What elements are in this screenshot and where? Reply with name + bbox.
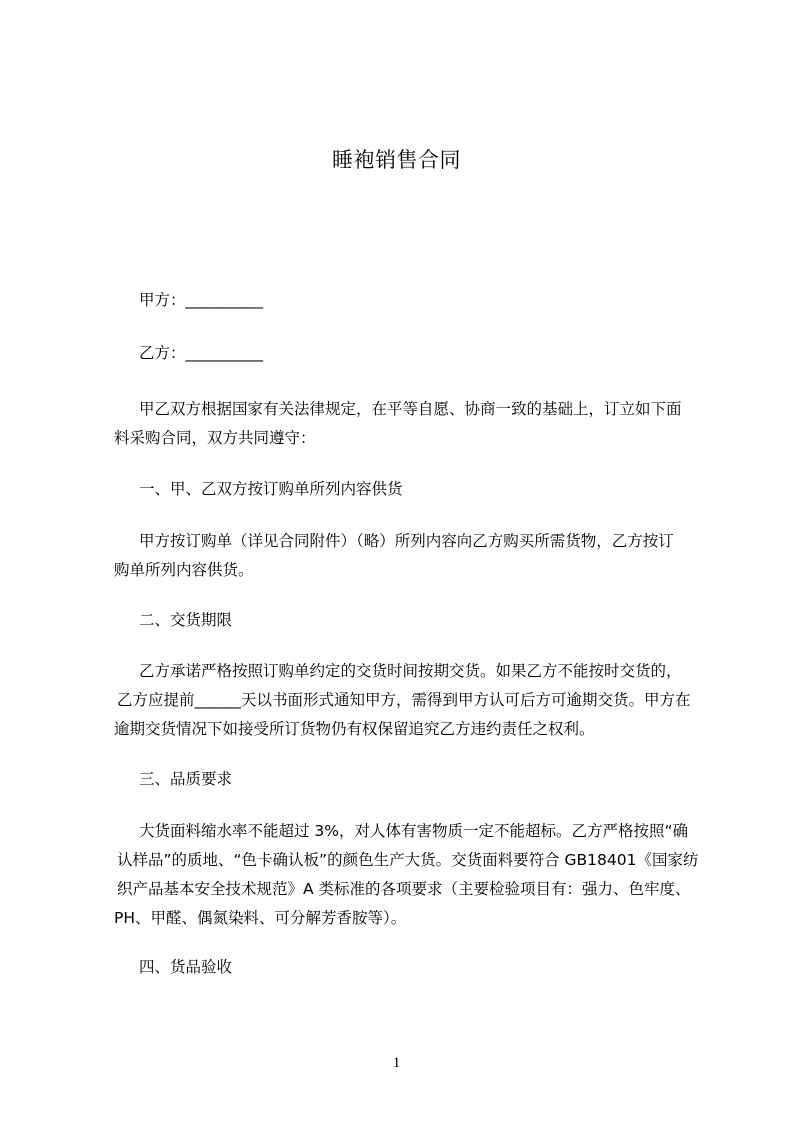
section-1-line-2: 购单所列内容供货。 bbox=[114, 561, 254, 579]
section-2-line-2: 乙方应提前______天以书面形式通知甲方，需得到甲方认可后方可逾期交货。甲方在 bbox=[117, 691, 691, 709]
section-2-heading: 二、交货期限 bbox=[139, 611, 233, 629]
intro-line-2: 料采购合同，双方共同遵守： bbox=[114, 429, 316, 447]
intro-paragraph bbox=[114, 395, 704, 453]
section-1-heading: 一、甲、乙双方按订购单所列内容供货 bbox=[139, 480, 403, 498]
section-1-paragraph bbox=[114, 527, 704, 585]
section-2-line-3: 逾期交货情况下如接受所订货物仍有权保留追究乙方违约责任之权利。 bbox=[114, 720, 595, 738]
intro-line-1: 甲乙双方根据国家有关法律规定，在平等自愿、协商一致的基础上，订立如下面 bbox=[139, 400, 682, 418]
page-number: 1 bbox=[392, 1055, 401, 1071]
party-a-line: 甲方：__________ bbox=[139, 291, 264, 309]
section-3-line-4: PH、甲醛、偶氮染料、可分解芳香胺等）。 bbox=[114, 909, 407, 927]
section-3-paragraph bbox=[114, 817, 704, 933]
section-2-paragraph bbox=[114, 657, 704, 744]
section-1-line-1: 甲方按订购单（详见合同附件）（略）所列内容向乙方购买所需货物，乙方按订 bbox=[139, 532, 674, 550]
section-3-line-2: 认样品”的质地、“色卡确认板”的颜色生产大货。交货面料要符合 GB18401《国家纺 bbox=[117, 851, 699, 869]
party-b-line: 乙方：__________ bbox=[139, 344, 264, 362]
section-3-line-1: 大货面料缩水率不能超过 3%，对人体有害物质一定不能超标。乙方严格按照“确 bbox=[139, 822, 689, 840]
section-2-line-1: 乙方承诺严格按照订购单约定的交货时间按期交货。如果乙方不能按时交货的， bbox=[139, 662, 682, 680]
section-3-line-3: 织产品基本安全技术规范》A 类标准的各项要求（主要检验项目有：强力、色牢度、 bbox=[117, 880, 691, 898]
section-3-heading: 三、品质要求 bbox=[139, 770, 233, 788]
section-4-heading: 四、货品验收 bbox=[139, 958, 233, 976]
document-title: 睡袍销售合同 bbox=[332, 148, 461, 172]
